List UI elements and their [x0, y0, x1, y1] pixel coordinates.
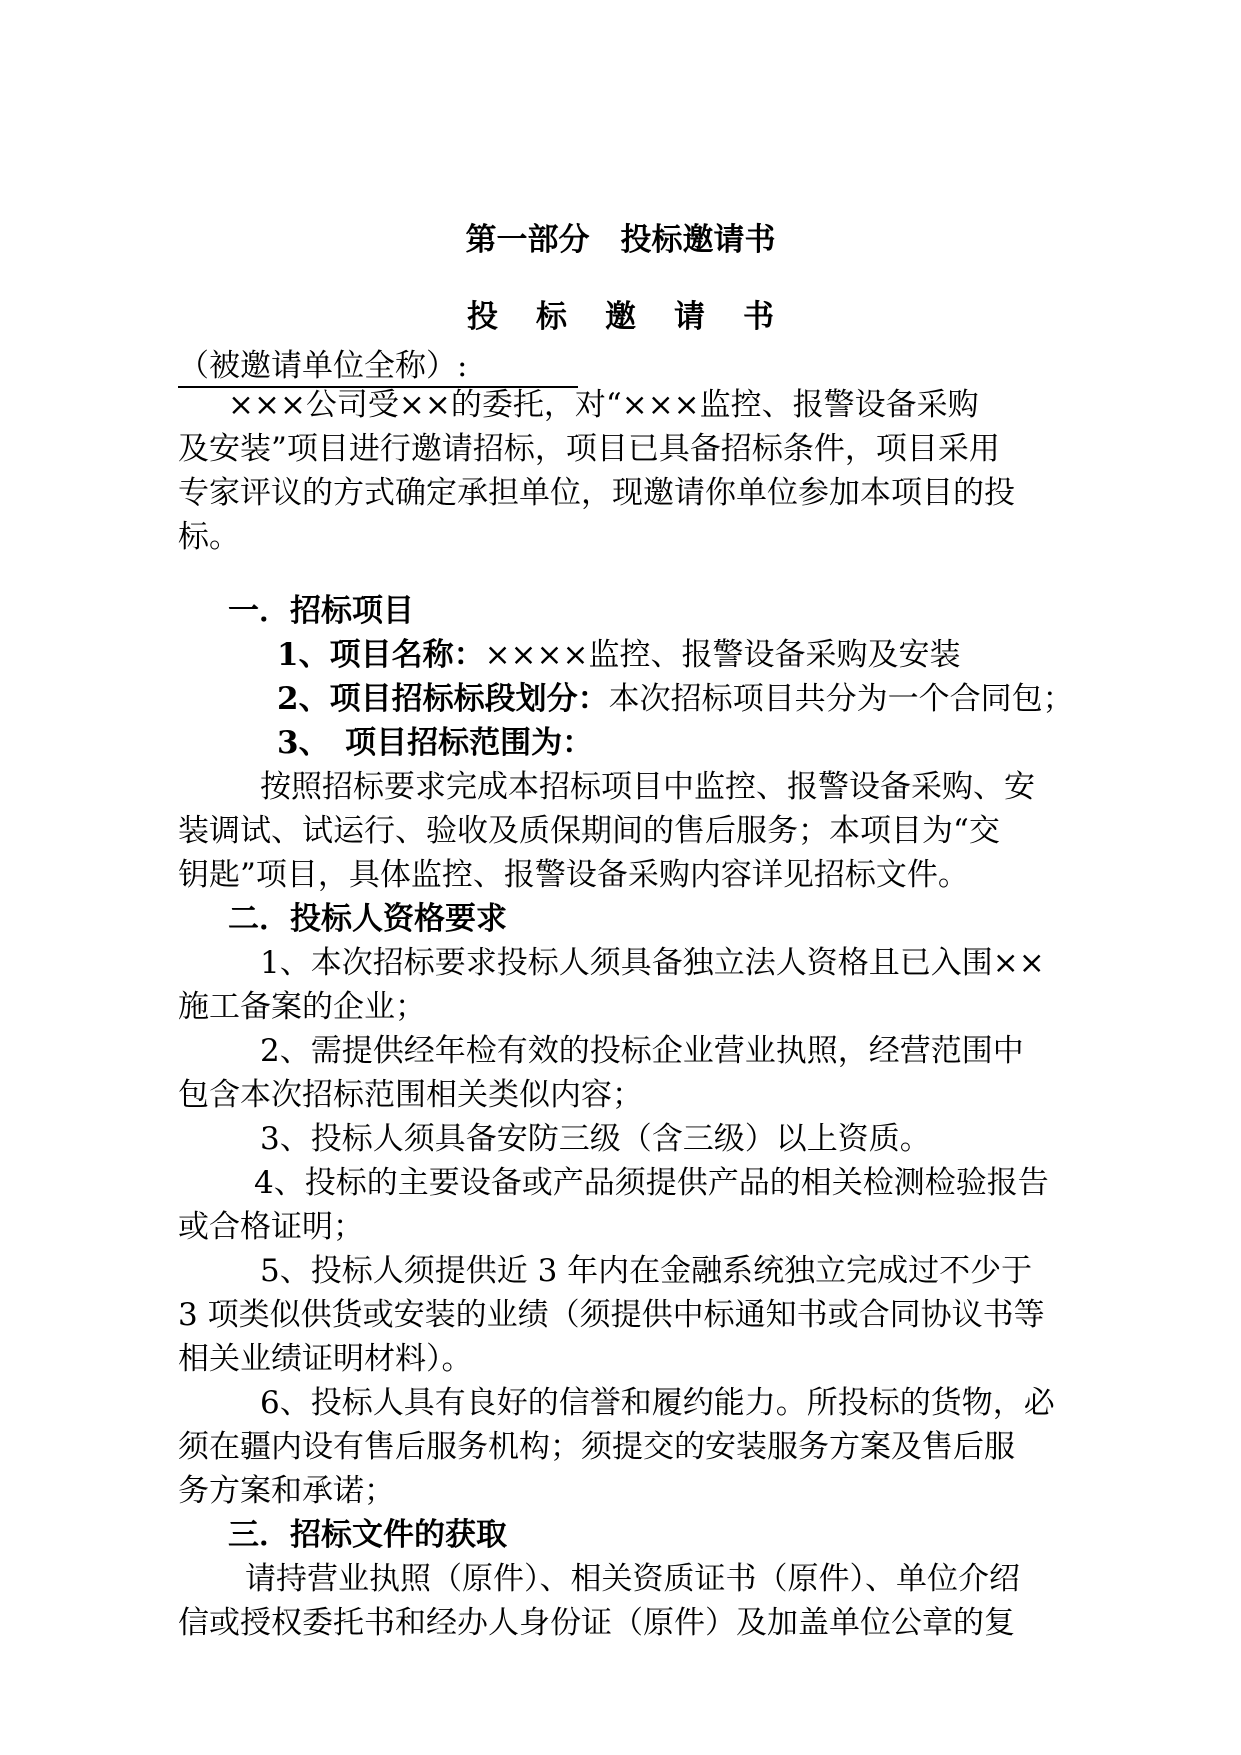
intro-line-4: 标。	[178, 519, 240, 555]
qual-line-8: 5、投标人须提供近 3 年内在金融系统独立完成过不少于	[260, 1253, 1033, 1289]
item1-value: ××××监控、报警设备采购及安装	[484, 637, 961, 673]
qual-line-10: 相关业绩证明材料）。	[178, 1341, 473, 1377]
qual-line-5: 3、投标人须具备安防三级（含三级）以上资质。	[260, 1121, 931, 1157]
obtain-line-1: 请持营业执照（原件）、相关资质证书（原件）、单位介绍	[245, 1561, 1020, 1597]
qual-line-2: 施工备案的企业；	[178, 989, 426, 1025]
qual-line-6: 4、投标的主要设备或产品须提供产品的相关检测检验报告	[254, 1165, 1049, 1201]
item2-label: 2、项目招标标段划分：	[277, 681, 609, 717]
intro-line-3: 专家评议的方式确定承担单位，现邀请你单位参加本项目的投	[178, 475, 1015, 511]
section1-heading: 一．招标项目	[228, 593, 414, 629]
qual-line-1: 1、本次招标要求投标人须具备独立法人资格且已入围××	[260, 945, 1045, 981]
qual-line-3: 2、需提供经年检有效的投标企业营业执照，经营范围中	[260, 1033, 1024, 1069]
section2-heading: 二．投标人资格要求	[228, 901, 507, 937]
section1-item3: 3、 项目招标范围为：	[277, 725, 594, 761]
scope-line-2: 装调试、试运行、验收及质保期间的售后服务；本项目为“交	[178, 813, 1000, 849]
addressee-line: （被邀请单位全称）:	[178, 346, 578, 388]
intro-line-1: ×××公司受××的委托，对“×××监控、报警设备采购	[228, 387, 979, 423]
qual-line-4: 包含本次招标范围相关类似内容；	[178, 1077, 643, 1113]
qual-line-11: 6、投标人具有良好的信誉和履约能力。所投标的货物，必	[260, 1385, 1055, 1421]
qual-line-7: 或合格证明；	[178, 1209, 364, 1245]
scope-line-3: 钥匙”项目，具体监控、报警设备采购内容详见招标文件。	[178, 857, 969, 893]
part-title: 第一部分 投标邀请书	[465, 222, 776, 258]
item1-label: 1、项目名称：	[277, 637, 485, 673]
intro-line-2: 及安装”项目进行邀请招标，项目已具备招标条件，项目采用	[178, 431, 1000, 467]
obtain-line-2: 信或授权委托书和经办人身份证（原件）及加盖单位公章的复	[178, 1605, 1015, 1641]
qual-line-13: 务方案和承诺；	[178, 1473, 395, 1509]
section1-item1	[277, 633, 1187, 677]
scope-line-1: 按照招标要求完成本招标项目中监控、报警设备采购、安	[260, 769, 1035, 805]
section3-heading: 三．招标文件的获取	[228, 1517, 507, 1553]
qual-line-12: 须在疆内设有售后服务机构；须提交的安装服务方案及售后服	[178, 1429, 1015, 1465]
document-title: 投标邀请书	[467, 299, 812, 335]
item2-value: 本次招标项目共分为一个合同包；	[608, 681, 1074, 717]
section1-item2	[277, 677, 1187, 721]
qual-line-9: 3 项类似供货或安装的业绩（须提供中标通知书或合同协议书等	[178, 1297, 1045, 1333]
